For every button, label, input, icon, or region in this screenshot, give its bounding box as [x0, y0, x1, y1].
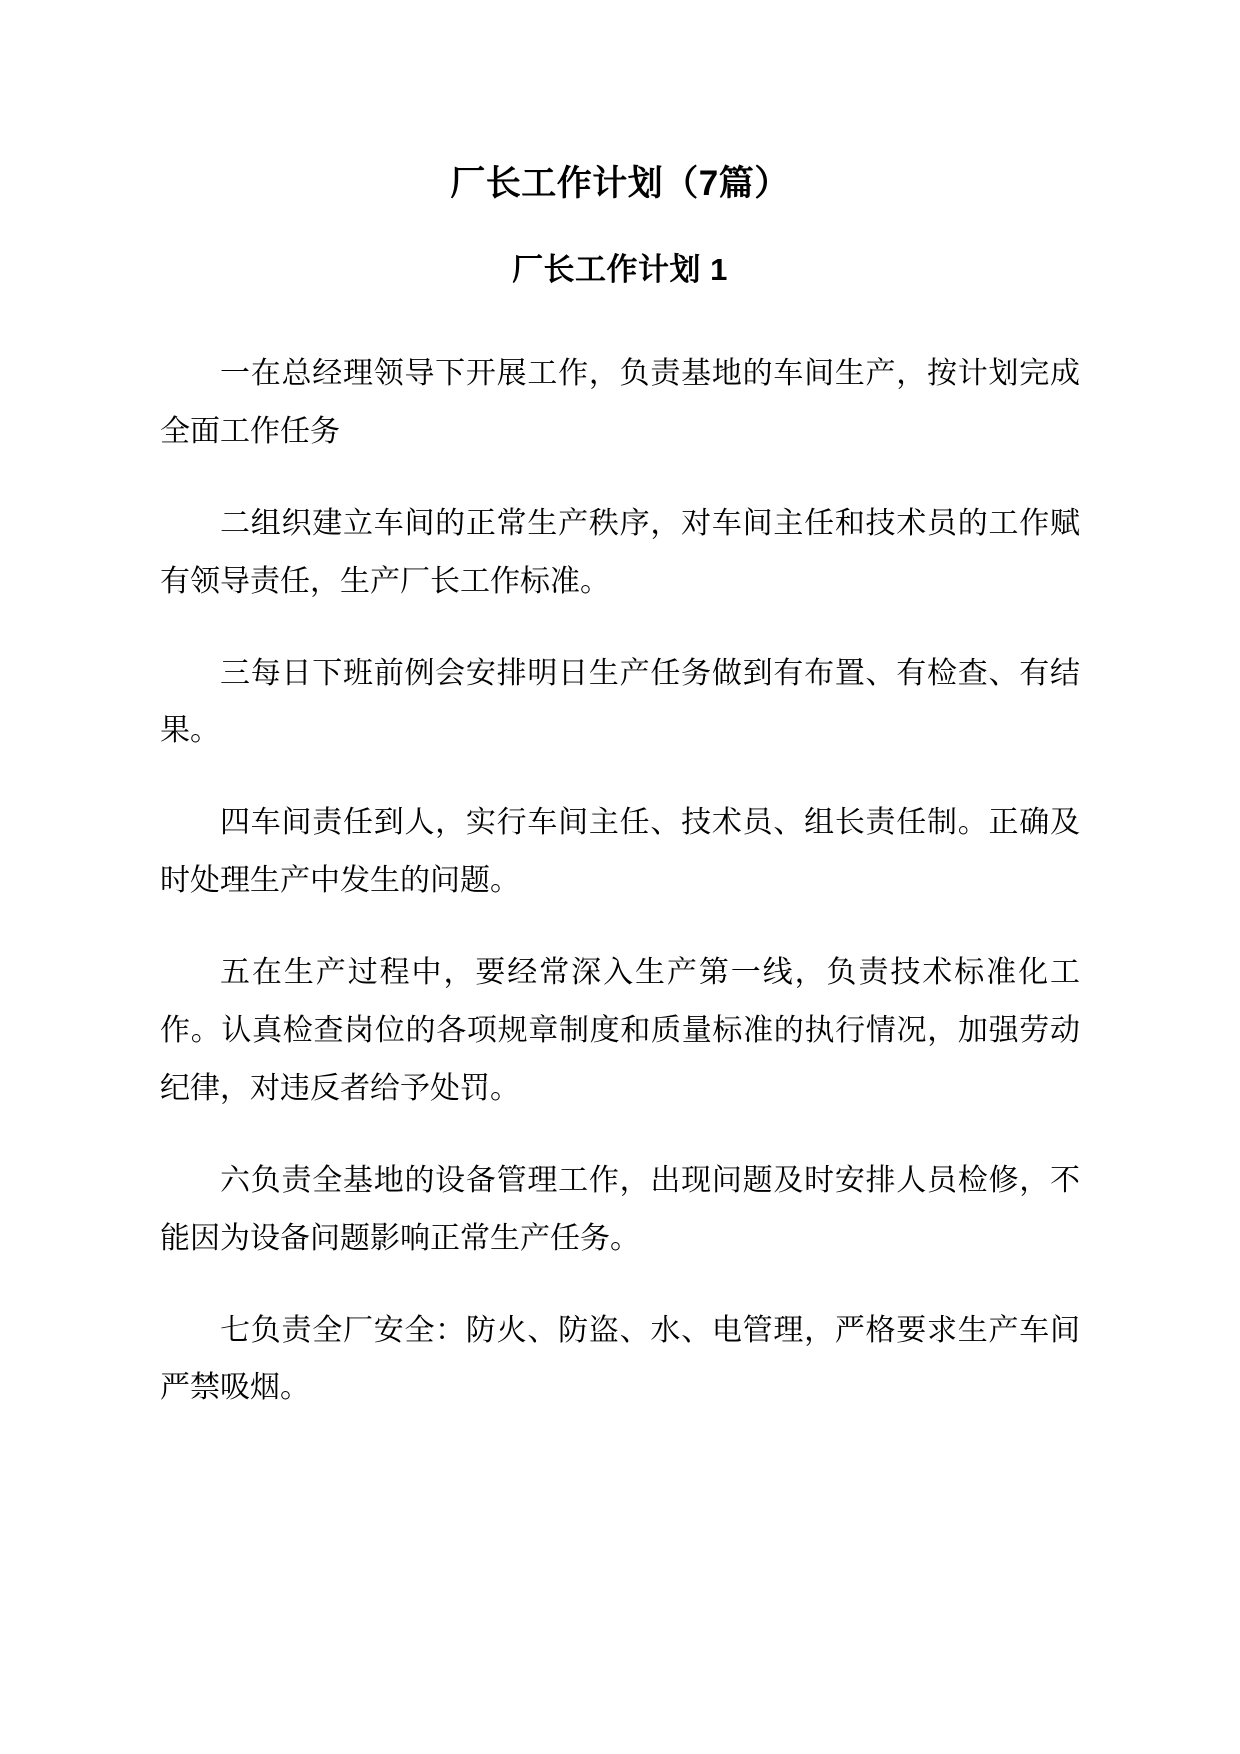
body-paragraph: 二组织建立车间的正常生产秩序，对车间主任和技术员的工作赋有领导责任，生产厂长工作标准。 [160, 506, 1080, 598]
document-body [160, 345, 1080, 1417]
page-title: 厂长工作计划（7篇） [450, 164, 790, 203]
body-paragraph: 七负责全厂安全：防火、防盗、水、电管理，严格要求生产车间严禁吸烟。 [160, 1313, 1080, 1405]
body-paragraph: 三每日下班前例会安排明日生产任务做到有布置、有检查、有结果。 [160, 656, 1080, 748]
body-paragraph: 一在总经理领导下开展工作，负责基地的车间生产，按计划完成全面工作任务 [160, 357, 1080, 448]
body-paragraph: 四车间责任到人，实行车间主任、技术员、组长责任制。正确及时处理生产中发生的问题。 [160, 806, 1080, 898]
body-paragraph: 五在生产过程中，要经常深入生产第一线，负责技术标准化工作。认真检查岗位的各项规章制度和质量标准的执行情况，加强劳动纪律，对违反者给予处罚。 [160, 956, 1080, 1105]
body-paragraph: 六负责全基地的设备管理工作，出现问题及时安排人员检修，不能因为设备问题影响正常生产任务。 [160, 1163, 1080, 1255]
section-heading: 厂长工作计划 1 [512, 251, 728, 287]
